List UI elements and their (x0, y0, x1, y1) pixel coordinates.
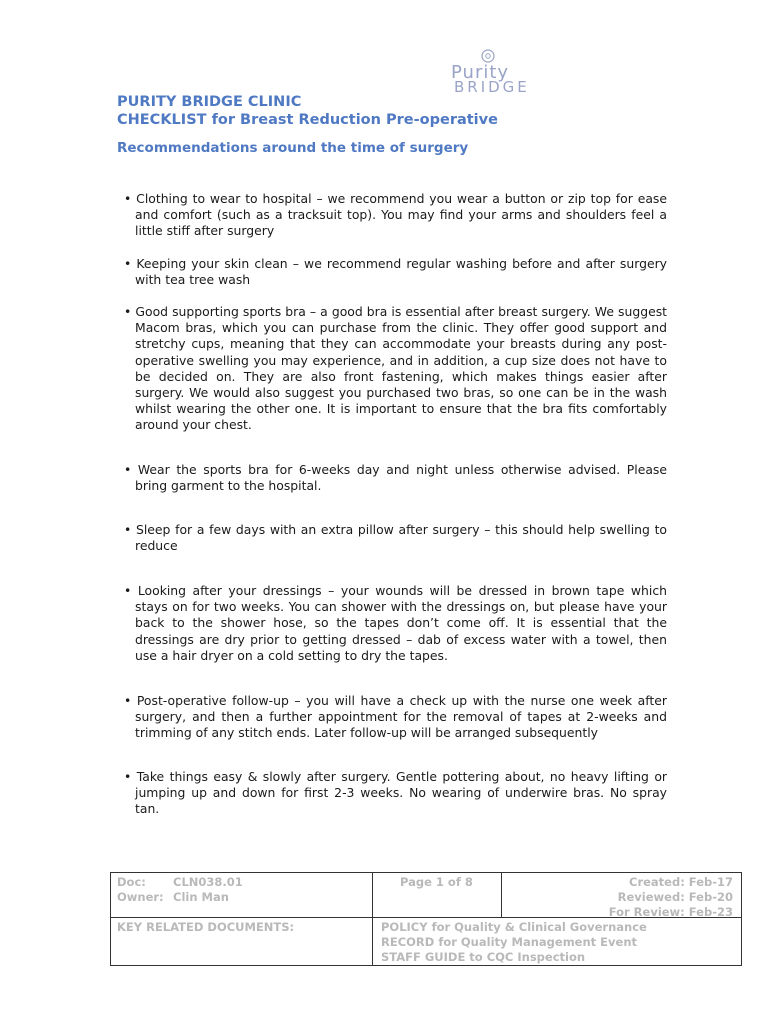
related-document-link[interactable]: STAFF GUIDE to CQC Inspection (381, 950, 586, 964)
checklist-item: • Wear the sports bra for 6-weeks day and night unless otherwise advised. Please bring garment to the hospital. (124, 462, 667, 494)
owner-label: Owner: (117, 890, 164, 904)
document-title (117, 93, 498, 129)
created-date: Created: Feb-17 (629, 875, 733, 889)
for-review-date: For Review: Feb-23 (608, 905, 733, 919)
related-document-link[interactable]: RECORD for Quality Management Event (381, 935, 638, 949)
checklist-item: • Sleep for a few days with an extra pillow after surgery – this should help swelling to reduce (124, 522, 667, 554)
page-number: Page 1 of 8 (400, 875, 473, 889)
logo-flower-icon (481, 49, 495, 63)
checklist-item: • Good supporting sports bra – a good bra is essential after breast surgery. We suggest Macom bras, which you can purchase from the clinic. They offer good support and stretchy cups, meaning that they can accommodate your breasts during any post-operative swelling you may experience, and in addition, a cup size does not have to be decided on. They are also front fastening, which makes things easier after surgery. We would also suggest you purchased two bras, so one can be in the wash whilst wearing the other one. It is important to ensure that the bra fits comfortably around your chest. (124, 304, 667, 434)
document-footer-table (110, 872, 742, 966)
related-document-link[interactable]: POLICY for Quality & Clinical Governance (381, 920, 647, 934)
checklist-item: • Clothing to wear to hospital – we recommend you wear a button or zip top for ease and comfort (such as a tracksuit top). You may find your arms and shoulders feel a little stiff after surgery (124, 191, 667, 240)
checklist-item: • Post-operative follow-up – you will have a check up with the nurse one week after surgery, and then a further appointment for the removal of tapes at 2-weeks and trimming of any stitch ends. Later follow-up will be arranged subsequently (124, 693, 667, 742)
logo-text-bottom: BRIDGE (454, 78, 530, 96)
owner-value: Clin Man (173, 890, 229, 904)
review-dates (609, 875, 733, 920)
doc-value: CLN038.01 (173, 875, 243, 889)
section-subtitle: Recommendations around the time of surgery (117, 140, 469, 156)
doc-info (117, 875, 243, 905)
checklist-item: • Take things easy & slowly after surgery. Gentle pottering about, no heavy lifting or jumping up and down for first 2-3 weeks. No wearing of underwire bras. No spray tan. (124, 769, 667, 818)
doc-label: Doc: (117, 875, 146, 889)
checklist-item: • Looking after your dressings – your wounds will be dressed in brown tape which stays on for two weeks. You can shower with the dressings on, but please have your back to the shower hose, so the tapes don’t come off. It is essential that the dressings are dry prior to getting dressed – dab of excess water with a towel, then use a hair dryer on a cold setting to dry the tapes. (124, 583, 667, 664)
checklist-item: • Keeping your skin clean – we recommend regular washing before and after surgery with tea tree wash (124, 256, 667, 288)
clinic-logo (448, 48, 548, 96)
reviewed-date: Reviewed: Feb-20 (617, 890, 733, 904)
related-documents-list (381, 920, 647, 965)
logo-text-top: Purity (451, 62, 510, 83)
key-documents-label: KEY RELATED DOCUMENTS: (117, 920, 295, 934)
title-line-1: PURITY BRIDGE CLINIC (117, 94, 302, 110)
title-line-2: CHECKLIST for Breast Reduction Pre-operative (117, 112, 498, 128)
